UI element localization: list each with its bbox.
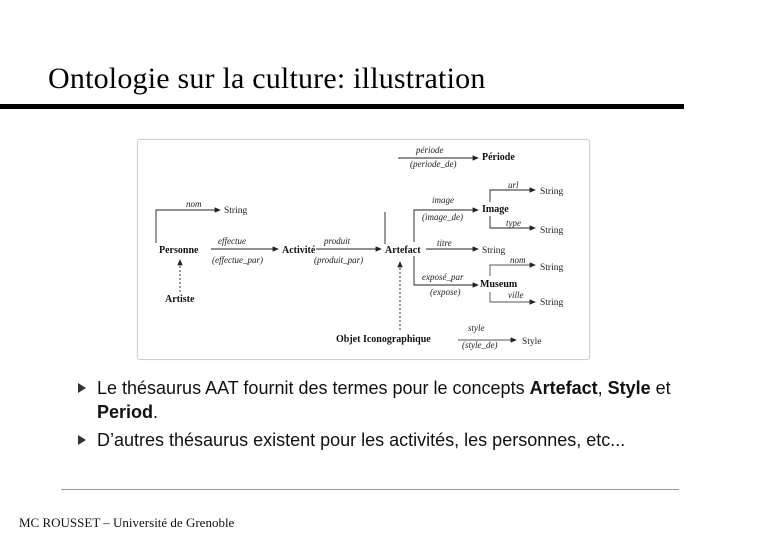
node-periode: Période: [482, 152, 515, 163]
bullet-triangle-icon: [78, 435, 86, 445]
rel-expose: (expose): [430, 287, 461, 297]
node-personne: Personne: [159, 245, 199, 256]
type-string-nom-museum: String: [540, 263, 564, 273]
node-activite: Activité: [282, 245, 316, 256]
rel-style: style: [468, 323, 485, 333]
rel-titre: titre: [437, 238, 452, 248]
node-artefact: Artefact: [385, 245, 421, 256]
rel-image-de: (image_de): [422, 212, 463, 222]
bullet-bold-term: Artefact: [529, 378, 598, 398]
rel-type: type: [506, 218, 521, 228]
rel-nom: nom: [186, 199, 202, 209]
bullet-text: D’autres thésaurus existent pour les activités, les personnes, etc...: [97, 430, 626, 450]
bullet-text: .: [153, 402, 159, 422]
ontology-diagram-svg: [138, 140, 589, 359]
bullet-bold-term: Style: [607, 378, 651, 398]
rel-image: image: [432, 195, 454, 205]
rel-periode: période: [416, 145, 444, 155]
edge-nom-museum: [490, 265, 535, 276]
rel-effectue-par: (effectue_par): [212, 255, 263, 265]
ontology-diagram: [137, 139, 590, 360]
node-artiste: Artiste: [165, 294, 195, 305]
node-objet-iconographique: Objet Iconographique: [336, 334, 431, 345]
rel-produit: produit: [324, 236, 351, 246]
type-string-titre: String: [482, 246, 506, 256]
type-string-nom: String: [224, 206, 248, 216]
bullet-text: ,: [597, 378, 608, 398]
bullet-item: [78, 428, 678, 452]
footer-credit: MC ROUSSET – Université de Grenoble: [19, 515, 235, 530]
type-string-url: String: [540, 187, 564, 197]
slide-title: Ontologie sur la culture: illustration: [48, 62, 486, 95]
rel-effectue: effectue: [218, 236, 246, 246]
bullet-item: [78, 376, 678, 424]
bullet-triangle-icon: [78, 383, 86, 393]
rel-url: url: [508, 180, 519, 190]
node-image: Image: [482, 204, 509, 215]
edge-url: [490, 190, 535, 202]
edge-nom: [156, 210, 220, 243]
rel-ville: ville: [508, 290, 524, 300]
bullet-text: Le thésaurus AAT fournit des termes pour le concepts: [97, 378, 530, 398]
rel-style-de: (style_de): [462, 340, 498, 350]
rel-nom-museum: nom: [510, 255, 526, 265]
footer-divider: [61, 489, 679, 490]
rel-produit-par: (produit_par): [314, 255, 364, 265]
bullet-list: [78, 376, 678, 456]
rel-expose-par: exposé_par: [422, 272, 464, 282]
rel-periode-de: (periode_de): [410, 159, 457, 169]
bullet-bold-term: Period: [97, 402, 154, 422]
type-string-ville: String: [540, 298, 564, 308]
title-underline: [0, 104, 684, 109]
type-style: Style: [522, 337, 542, 347]
type-string-type: String: [540, 226, 564, 236]
node-museum: Museum: [480, 279, 518, 290]
bullet-text: et: [650, 378, 671, 398]
